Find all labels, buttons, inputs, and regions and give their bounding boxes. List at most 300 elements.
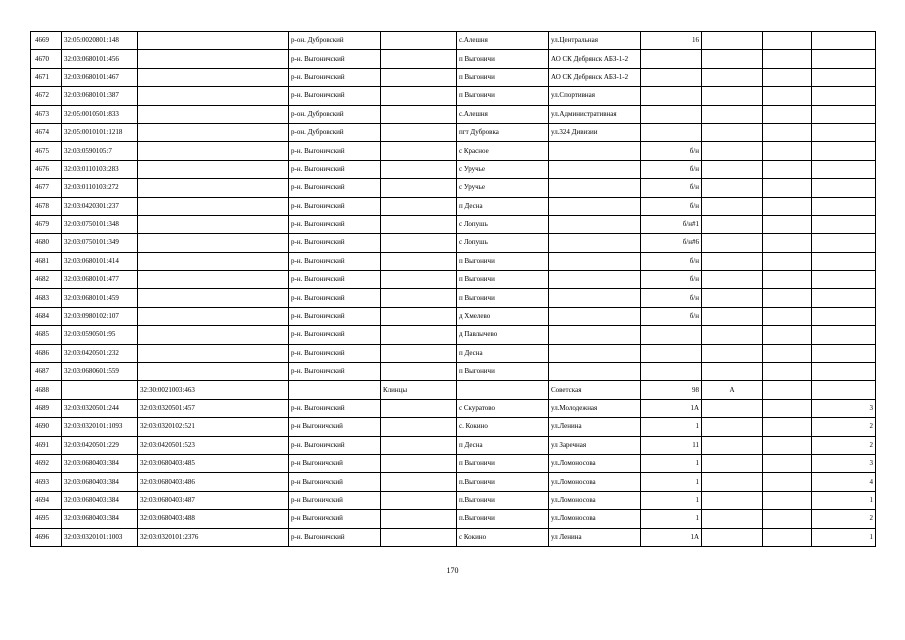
cell-row-number: 4681 <box>31 252 62 270</box>
cell-building-letter <box>702 197 763 215</box>
cell-building-cadastral-number <box>138 363 289 381</box>
cell-floor: 3 <box>812 399 876 417</box>
cell-district: р-н. Выгоничский <box>289 50 381 68</box>
cell-cadastral-number: 32:03:0680403:384 <box>62 510 138 528</box>
cell-district: р-н Выгоничский <box>289 454 381 472</box>
cell-building-letter <box>702 105 763 123</box>
cell-floor <box>812 252 876 270</box>
cell-settlement: п Выгоничи <box>457 289 549 307</box>
cell-city <box>381 142 457 160</box>
cell-cadastral-number: 32:03:0590501:95 <box>62 326 138 344</box>
table-row <box>31 344 876 362</box>
cell-city <box>381 215 457 233</box>
cell-street <box>549 289 641 307</box>
cell-cadastral-number: 32:05:0020801:148 <box>62 32 138 50</box>
cell-house-number <box>641 105 702 123</box>
cell-cadastral-number: 32:03:0680101:459 <box>62 289 138 307</box>
cell-floor <box>812 234 876 252</box>
cell-city <box>381 307 457 325</box>
cell-flat <box>763 436 812 454</box>
cell-floor <box>812 289 876 307</box>
cell-building-letter <box>702 87 763 105</box>
cell-house-number <box>641 326 702 344</box>
cell-street: ул.Ломоносова <box>549 473 641 491</box>
cell-district: р-он. Дубровский <box>289 105 381 123</box>
cell-building-letter <box>702 68 763 86</box>
cell-settlement: п Выгоничи <box>457 271 549 289</box>
cell-building-cadastral-number <box>138 160 289 178</box>
cell-cadastral-number: 32:03:0420501:232 <box>62 344 138 362</box>
cell-cadastral-number: 32:03:0680601:559 <box>62 363 138 381</box>
cell-district: р-н. Выгоничский <box>289 436 381 454</box>
cell-district: р-н. Выгоничский <box>289 87 381 105</box>
cell-settlement: пгт Дубровка <box>457 123 549 141</box>
cell-district: р-н. Выгоничский <box>289 363 381 381</box>
table-row <box>31 160 876 178</box>
cell-district: р-н Выгоничский <box>289 473 381 491</box>
cell-flat <box>763 418 812 436</box>
cell-building-letter <box>702 363 763 381</box>
table-row <box>31 32 876 50</box>
cell-city <box>381 473 457 491</box>
cell-flat <box>763 105 812 123</box>
cell-row-number: 4671 <box>31 68 62 86</box>
cell-floor <box>812 307 876 325</box>
cell-floor: 2 <box>812 510 876 528</box>
cell-city <box>381 344 457 362</box>
cell-row-number: 4679 <box>31 215 62 233</box>
cell-district: р-н. Выгоничский <box>289 197 381 215</box>
cell-floor <box>812 87 876 105</box>
cell-street: ул.Ломоносова <box>549 510 641 528</box>
cell-city <box>381 399 457 417</box>
cell-house-number <box>641 87 702 105</box>
cell-city <box>381 271 457 289</box>
cell-cadastral-number: 32:03:0420301:237 <box>62 197 138 215</box>
cell-settlement: д Хмелево <box>457 307 549 325</box>
cell-house-number: б/н <box>641 289 702 307</box>
cell-cadastral-number: 32:03:0420501:229 <box>62 436 138 454</box>
cell-building-cadastral-number: 32:03:0680403:487 <box>138 491 289 509</box>
cell-house-number: б/н#1 <box>641 215 702 233</box>
cell-building-letter <box>702 50 763 68</box>
cell-row-number: 4669 <box>31 32 62 50</box>
cell-floor <box>812 123 876 141</box>
cell-house-number: 11 <box>641 436 702 454</box>
cell-floor: 3 <box>812 454 876 472</box>
cell-floor <box>812 50 876 68</box>
cell-district: р-н. Выгоничский <box>289 160 381 178</box>
cell-floor <box>812 326 876 344</box>
cell-house-number: 1 <box>641 491 702 509</box>
cell-cadastral-number: 32:03:0680101:387 <box>62 87 138 105</box>
cell-floor <box>812 197 876 215</box>
cell-row-number: 4670 <box>31 50 62 68</box>
table-row <box>31 105 876 123</box>
cell-building-cadastral-number: 32:03:0320501:457 <box>138 399 289 417</box>
cell-building-cadastral-number: 32:03:0320101:2376 <box>138 528 289 546</box>
cell-city <box>381 87 457 105</box>
cell-row-number: 4690 <box>31 418 62 436</box>
cell-settlement: с Уручье <box>457 179 549 197</box>
cell-city <box>381 123 457 141</box>
table-row <box>31 50 876 68</box>
cell-floor <box>812 215 876 233</box>
cell-city <box>381 418 457 436</box>
cell-floor: 1 <box>812 491 876 509</box>
cell-flat <box>763 326 812 344</box>
cell-house-number: 16 <box>641 32 702 50</box>
cell-flat <box>763 528 812 546</box>
cell-flat <box>763 123 812 141</box>
cell-floor <box>812 381 876 399</box>
cell-building-letter <box>702 399 763 417</box>
cell-building-letter <box>702 252 763 270</box>
cell-flat <box>763 473 812 491</box>
cell-flat <box>763 491 812 509</box>
cell-district: р-н. Выгоничский <box>289 68 381 86</box>
cell-district <box>289 381 381 399</box>
cell-district: р-н. Выгоничский <box>289 344 381 362</box>
cell-building-cadastral-number <box>138 142 289 160</box>
cell-building-letter <box>702 289 763 307</box>
cell-flat <box>763 215 812 233</box>
cell-building-letter <box>702 473 763 491</box>
cell-house-number: б/н <box>641 252 702 270</box>
cell-street <box>549 179 641 197</box>
table-row <box>31 215 876 233</box>
cell-building-cadastral-number <box>138 87 289 105</box>
cell-settlement: с Лопушь <box>457 215 549 233</box>
cell-city <box>381 510 457 528</box>
cell-district: р-н. Выгоничский <box>289 271 381 289</box>
cell-street <box>549 234 641 252</box>
cell-district: р-н. Выгоничский <box>289 142 381 160</box>
cell-cadastral-number: 32:03:0750101:348 <box>62 215 138 233</box>
cell-row-number: 4674 <box>31 123 62 141</box>
cell-house-number <box>641 50 702 68</box>
cell-building-letter <box>702 271 763 289</box>
cell-building-cadastral-number <box>138 326 289 344</box>
cell-building-letter <box>702 418 763 436</box>
cell-city <box>381 32 457 50</box>
cell-house-number: б/н <box>641 307 702 325</box>
cell-building-cadastral-number <box>138 271 289 289</box>
cell-city <box>381 252 457 270</box>
cell-flat <box>763 363 812 381</box>
cell-building-cadastral-number <box>138 307 289 325</box>
cell-house-number: б/н <box>641 142 702 160</box>
cell-cadastral-number: 32:03:0320501:244 <box>62 399 138 417</box>
cell-flat <box>763 50 812 68</box>
cell-settlement: п Десна <box>457 436 549 454</box>
cell-house-number: 1А <box>641 528 702 546</box>
cell-house-number <box>641 363 702 381</box>
cell-settlement: п Выгоничи <box>457 68 549 86</box>
cell-building-letter <box>702 142 763 160</box>
cell-settlement: п.Выгоничи <box>457 473 549 491</box>
cell-street <box>549 326 641 344</box>
cell-street: ул.Административная <box>549 105 641 123</box>
cell-city <box>381 179 457 197</box>
cell-street: ул.Ленина <box>549 418 641 436</box>
cell-flat <box>763 160 812 178</box>
cell-building-cadastral-number: 32:03:0320102:521 <box>138 418 289 436</box>
cell-flat <box>763 454 812 472</box>
cell-district: р-он. Дубровский <box>289 123 381 141</box>
cell-building-letter <box>702 344 763 362</box>
cell-settlement: п Десна <box>457 197 549 215</box>
cell-row-number: 4688 <box>31 381 62 399</box>
cell-building-cadastral-number: 32:03:0680403:485 <box>138 454 289 472</box>
cell-floor <box>812 105 876 123</box>
cell-cadastral-number: 32:03:0320101:1093 <box>62 418 138 436</box>
cell-settlement: с.Алешня <box>457 32 549 50</box>
cell-street: ул.Спортивная <box>549 87 641 105</box>
cell-city: Клинцы <box>381 381 457 399</box>
cell-floor <box>812 363 876 381</box>
cell-flat <box>763 289 812 307</box>
cell-building-letter <box>702 179 763 197</box>
table-row <box>31 510 876 528</box>
cell-cadastral-number: 32:03:0110103:283 <box>62 160 138 178</box>
table-row <box>31 307 876 325</box>
cell-cadastral-number: 32:03:0680403:384 <box>62 473 138 491</box>
cell-cadastral-number: 32:03:0590105:7 <box>62 142 138 160</box>
cell-street <box>549 363 641 381</box>
cell-district: р-н. Выгоничский <box>289 289 381 307</box>
cell-street: АО СК Дебрянск АБЗ-1-2 <box>549 68 641 86</box>
cell-floor: 2 <box>812 418 876 436</box>
cell-floor <box>812 160 876 178</box>
table-row <box>31 197 876 215</box>
table-row <box>31 381 876 399</box>
cell-building-cadastral-number <box>138 32 289 50</box>
cell-flat <box>763 381 812 399</box>
cell-settlement: п Выгоничи <box>457 252 549 270</box>
cell-district: р-н. Выгоничский <box>289 252 381 270</box>
cell-floor <box>812 271 876 289</box>
cell-flat <box>763 510 812 528</box>
cell-settlement: с Уручье <box>457 160 549 178</box>
table-row <box>31 271 876 289</box>
cell-house-number: б/н <box>641 271 702 289</box>
cell-settlement: п.Выгоничи <box>457 491 549 509</box>
cell-flat <box>763 271 812 289</box>
cell-district: р-н. Выгоничский <box>289 307 381 325</box>
cell-building-letter <box>702 215 763 233</box>
cell-building-letter <box>702 528 763 546</box>
cell-cadastral-number: 32:03:0750101:349 <box>62 234 138 252</box>
cell-city <box>381 105 457 123</box>
cell-house-number <box>641 68 702 86</box>
cell-building-cadastral-number <box>138 289 289 307</box>
cell-flat <box>763 32 812 50</box>
cell-cadastral-number: 32:05:0010501:833 <box>62 105 138 123</box>
table-row <box>31 123 876 141</box>
cell-building-letter <box>702 510 763 528</box>
cell-district: р-н Выгоничский <box>289 418 381 436</box>
cell-house-number <box>641 344 702 362</box>
cell-floor: 2 <box>812 436 876 454</box>
cell-settlement: п Выгоничи <box>457 454 549 472</box>
table-row <box>31 399 876 417</box>
cell-flat <box>763 234 812 252</box>
cell-settlement: с Красное <box>457 142 549 160</box>
cell-building-cadastral-number: 32:30:0021003:463 <box>138 381 289 399</box>
table-row <box>31 491 876 509</box>
cell-house-number: б/н <box>641 179 702 197</box>
table-row <box>31 454 876 472</box>
cell-row-number: 4693 <box>31 473 62 491</box>
cell-cadastral-number: 32:03:0680101:456 <box>62 50 138 68</box>
cell-street: ул Ленина <box>549 528 641 546</box>
cell-street: ул.324 Дивизии <box>549 123 641 141</box>
cell-city <box>381 436 457 454</box>
cell-row-number: 4678 <box>31 197 62 215</box>
cell-row-number: 4683 <box>31 289 62 307</box>
cell-house-number: 1А <box>641 399 702 417</box>
cell-building-letter <box>702 326 763 344</box>
cell-city <box>381 68 457 86</box>
cell-settlement: п Десна <box>457 344 549 362</box>
cell-city <box>381 363 457 381</box>
cell-row-number: 4694 <box>31 491 62 509</box>
cell-street <box>549 307 641 325</box>
cell-city <box>381 197 457 215</box>
cell-flat <box>763 344 812 362</box>
cell-row-number: 4691 <box>31 436 62 454</box>
cell-flat <box>763 399 812 417</box>
table-row <box>31 87 876 105</box>
cell-city <box>381 289 457 307</box>
table-row <box>31 363 876 381</box>
cell-house-number: 1 <box>641 418 702 436</box>
cell-cadastral-number: 32:03:0320101:1003 <box>62 528 138 546</box>
cell-settlement: с Лопушь <box>457 234 549 252</box>
cell-row-number: 4689 <box>31 399 62 417</box>
registry-sheet <box>30 31 875 547</box>
cell-floor: 4 <box>812 473 876 491</box>
cell-street <box>549 344 641 362</box>
cell-cadastral-number: 32:03:0980102:107 <box>62 307 138 325</box>
cell-row-number: 4695 <box>31 510 62 528</box>
cell-row-number: 4682 <box>31 271 62 289</box>
cell-row-number: 4692 <box>31 454 62 472</box>
cell-district: р-н Выгоничский <box>289 510 381 528</box>
cell-street <box>549 252 641 270</box>
cell-floor: 1 <box>812 528 876 546</box>
cell-building-letter <box>702 123 763 141</box>
cell-building-cadastral-number <box>138 344 289 362</box>
cell-district: р-н. Выгоничский <box>289 234 381 252</box>
cell-street: Советская <box>549 381 641 399</box>
table-row <box>31 436 876 454</box>
table-row <box>31 418 876 436</box>
cell-district: р-н. Выгоничский <box>289 179 381 197</box>
cell-building-cadastral-number <box>138 50 289 68</box>
table-row <box>31 142 876 160</box>
cell-row-number: 4675 <box>31 142 62 160</box>
cell-building-cadastral-number: 32:03:0680403:486 <box>138 473 289 491</box>
cell-settlement: с.Алешня <box>457 105 549 123</box>
cell-street <box>549 142 641 160</box>
cell-row-number: 4673 <box>31 105 62 123</box>
cell-district: р-н. Выгоничский <box>289 326 381 344</box>
cell-building-letter <box>702 454 763 472</box>
cell-settlement: п.Выгоничи <box>457 510 549 528</box>
cell-house-number: 1 <box>641 473 702 491</box>
cell-row-number: 4680 <box>31 234 62 252</box>
cell-street: АО СК Дебрянск АБЗ-1-2 <box>549 50 641 68</box>
cell-settlement: п Выгоничи <box>457 363 549 381</box>
table-row <box>31 473 876 491</box>
cell-building-cadastral-number: 32:03:0680403:488 <box>138 510 289 528</box>
cell-row-number: 4687 <box>31 363 62 381</box>
cell-flat <box>763 197 812 215</box>
cell-building-cadastral-number <box>138 123 289 141</box>
cell-cadastral-number: 32:03:0680101:414 <box>62 252 138 270</box>
cell-flat <box>763 307 812 325</box>
cell-city <box>381 50 457 68</box>
cell-city <box>381 160 457 178</box>
cell-flat <box>763 142 812 160</box>
cell-settlement: с Скуратово <box>457 399 549 417</box>
cell-building-cadastral-number <box>138 197 289 215</box>
cell-settlement: п Выгоничи <box>457 87 549 105</box>
cell-house-number: б/н <box>641 160 702 178</box>
table-row <box>31 289 876 307</box>
cell-street <box>549 160 641 178</box>
cell-house-number: б/н#6 <box>641 234 702 252</box>
cell-building-letter <box>702 436 763 454</box>
cell-district: р-н. Выгоничский <box>289 399 381 417</box>
cell-district: р-н Выгоничский <box>289 491 381 509</box>
cell-row-number: 4696 <box>31 528 62 546</box>
table-row <box>31 326 876 344</box>
cell-building-letter <box>702 307 763 325</box>
cell-settlement: п Выгоничи <box>457 50 549 68</box>
cell-street: ул.Молодежная <box>549 399 641 417</box>
cell-cadastral-number: 32:03:0680101:467 <box>62 68 138 86</box>
table-row <box>31 528 876 546</box>
cell-settlement <box>457 381 549 399</box>
cell-building-cadastral-number <box>138 252 289 270</box>
cell-settlement: д Павлычево <box>457 326 549 344</box>
cell-building-cadastral-number <box>138 68 289 86</box>
table-row <box>31 68 876 86</box>
cell-district: р-н. Выгоничский <box>289 528 381 546</box>
cell-row-number: 4684 <box>31 307 62 325</box>
cell-settlement: с. Кокино <box>457 418 549 436</box>
table-row <box>31 234 876 252</box>
cell-row-number: 4676 <box>31 160 62 178</box>
registry-table <box>30 31 876 547</box>
cell-cadastral-number: 32:03:0680101:477 <box>62 271 138 289</box>
cell-building-letter: А <box>702 381 763 399</box>
cell-house-number: 98 <box>641 381 702 399</box>
cell-building-letter <box>702 234 763 252</box>
cell-building-cadastral-number <box>138 105 289 123</box>
cell-building-letter <box>702 160 763 178</box>
cell-street <box>549 197 641 215</box>
cell-house-number: 1 <box>641 510 702 528</box>
cell-settlement: с Кокино <box>457 528 549 546</box>
cell-house-number: 1 <box>641 454 702 472</box>
cell-city <box>381 326 457 344</box>
cell-street: ул Заречная <box>549 436 641 454</box>
cell-building-cadastral-number <box>138 215 289 233</box>
